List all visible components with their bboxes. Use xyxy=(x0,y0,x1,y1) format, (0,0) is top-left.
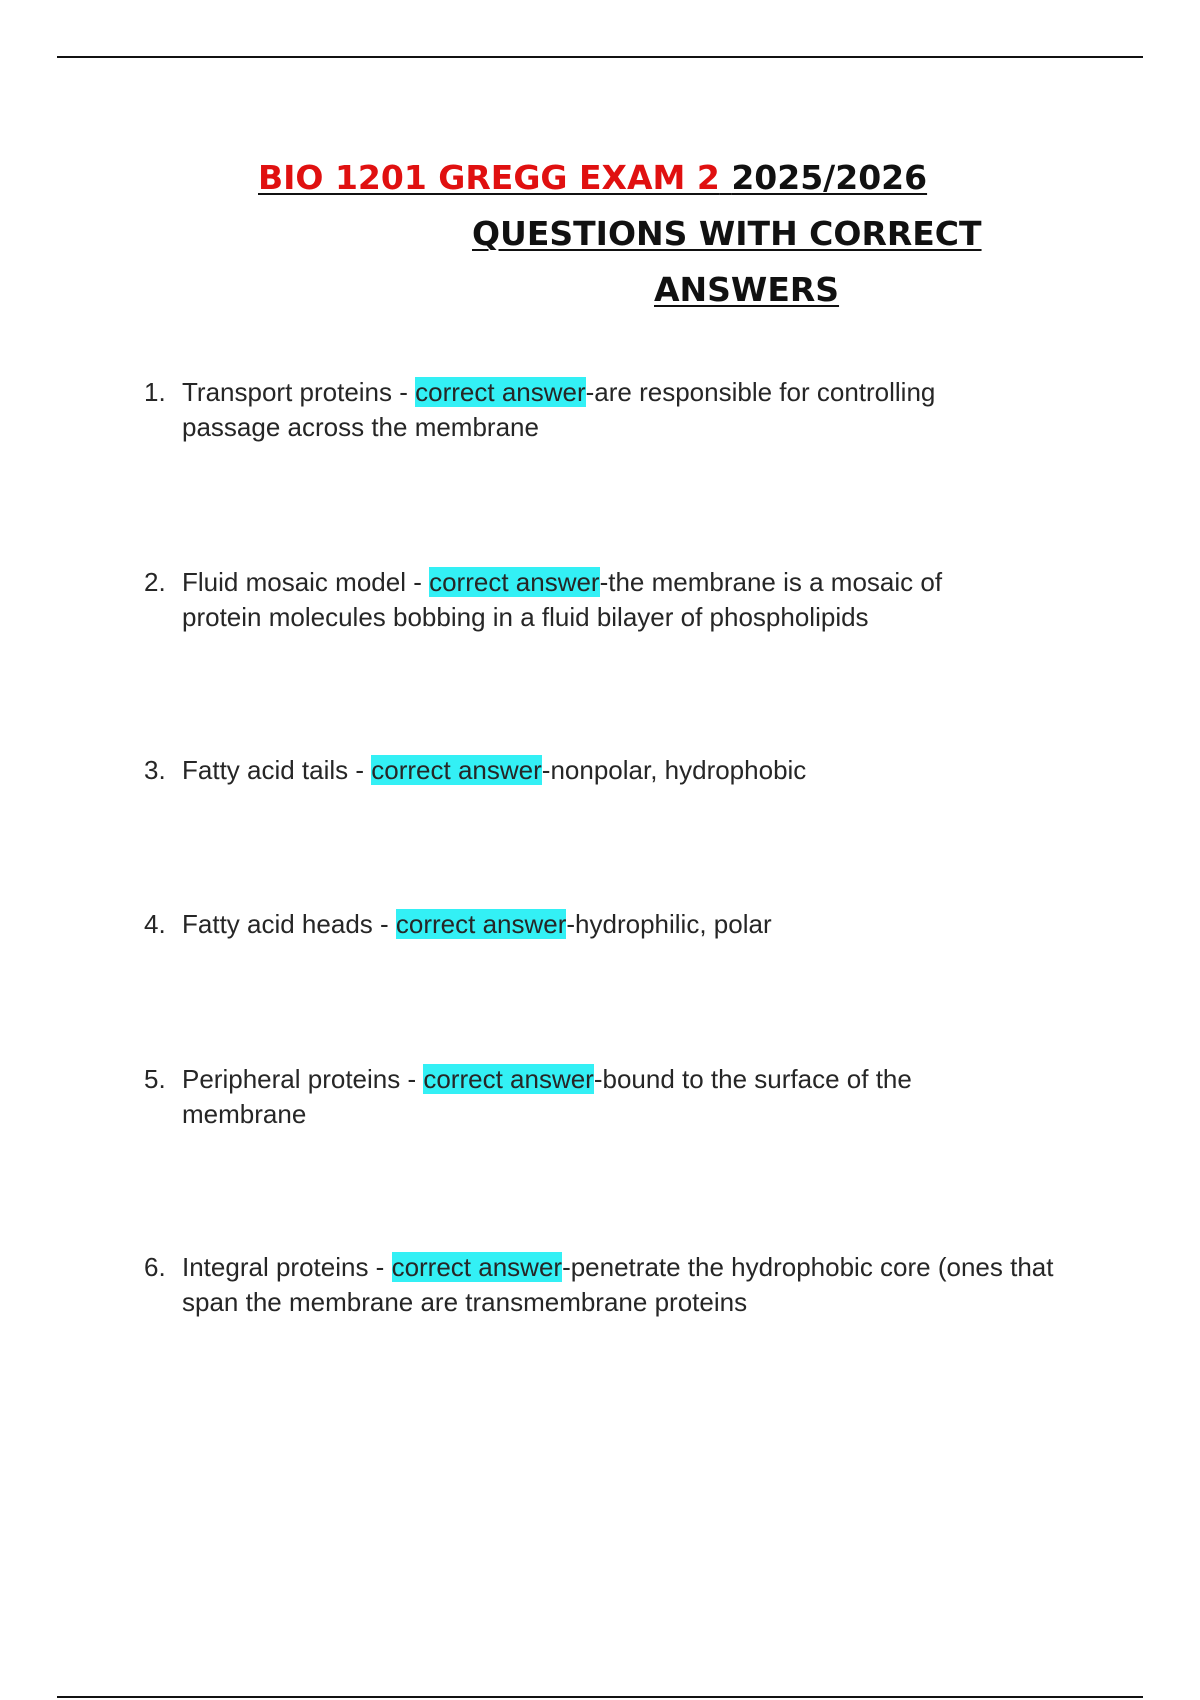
title-course: BIO 1201 GREGG EXAM 2 xyxy=(258,158,720,197)
item-number: 2. xyxy=(144,567,166,597)
item-separator: - xyxy=(348,755,372,785)
list-item xyxy=(144,375,1024,445)
item-separator: - xyxy=(368,1252,392,1282)
item-number: 3. xyxy=(144,755,166,785)
item-text xyxy=(182,1062,954,1132)
item-term: Fluid mosaic model xyxy=(182,567,406,597)
item-separator: - xyxy=(372,909,396,939)
item-answer: -penetrate the hydrophobic core (ones that span the membrane are transmembrane proteins xyxy=(182,1252,1054,1317)
correct-answer-highlight: correct answer xyxy=(391,1252,563,1282)
item-term: Fatty acid tails xyxy=(182,755,349,785)
item-text xyxy=(182,1250,1094,1320)
item-term: Fatty acid heads xyxy=(182,909,373,939)
title-line-3: ANSWERS xyxy=(654,270,840,309)
list-item xyxy=(144,907,1084,942)
item-text xyxy=(182,375,1024,445)
item-answer: -nonpolar, hydrophobic xyxy=(541,755,807,785)
item-answer: -the membrane is a mosaic of protein molecules bobbing in a fluid bilayer of phospholipids xyxy=(182,567,943,632)
item-number: 1. xyxy=(144,377,166,407)
correct-answer-highlight: correct answer xyxy=(371,755,542,785)
item-answer: -are responsible for controlling passage across the membrane xyxy=(182,377,936,442)
item-separator: - xyxy=(400,1064,424,1094)
item-text xyxy=(182,753,1084,788)
item-text xyxy=(182,907,1084,942)
list-item xyxy=(144,1250,1094,1320)
correct-answer-highlight: correct answer xyxy=(395,909,567,939)
title-line-2: QUESTIONS WITH CORRECT xyxy=(472,214,982,253)
item-term: Transport proteins xyxy=(182,377,393,407)
list-item xyxy=(144,753,1084,788)
item-term: Integral proteins xyxy=(182,1252,369,1282)
item-number: 5. xyxy=(144,1064,166,1094)
list-item xyxy=(144,565,1024,635)
footer-rule xyxy=(57,1696,1143,1698)
item-answer: -hydrophilic, polar xyxy=(566,909,772,939)
item-text xyxy=(182,565,1024,635)
item-separator: - xyxy=(405,567,430,597)
item-answer: -bound to the surface of the membrane xyxy=(182,1064,912,1129)
correct-answer-highlight: correct answer xyxy=(423,1064,594,1094)
item-number: 6. xyxy=(144,1252,166,1282)
correct-answer-highlight: correct answer xyxy=(415,377,586,407)
title-year: 2025/2026 xyxy=(731,158,928,197)
correct-answer-highlight: correct answer xyxy=(429,567,600,597)
item-term: Peripheral proteins xyxy=(182,1064,401,1094)
list-item xyxy=(144,1062,954,1132)
item-number: 4. xyxy=(144,909,166,939)
item-separator: - xyxy=(392,377,416,407)
